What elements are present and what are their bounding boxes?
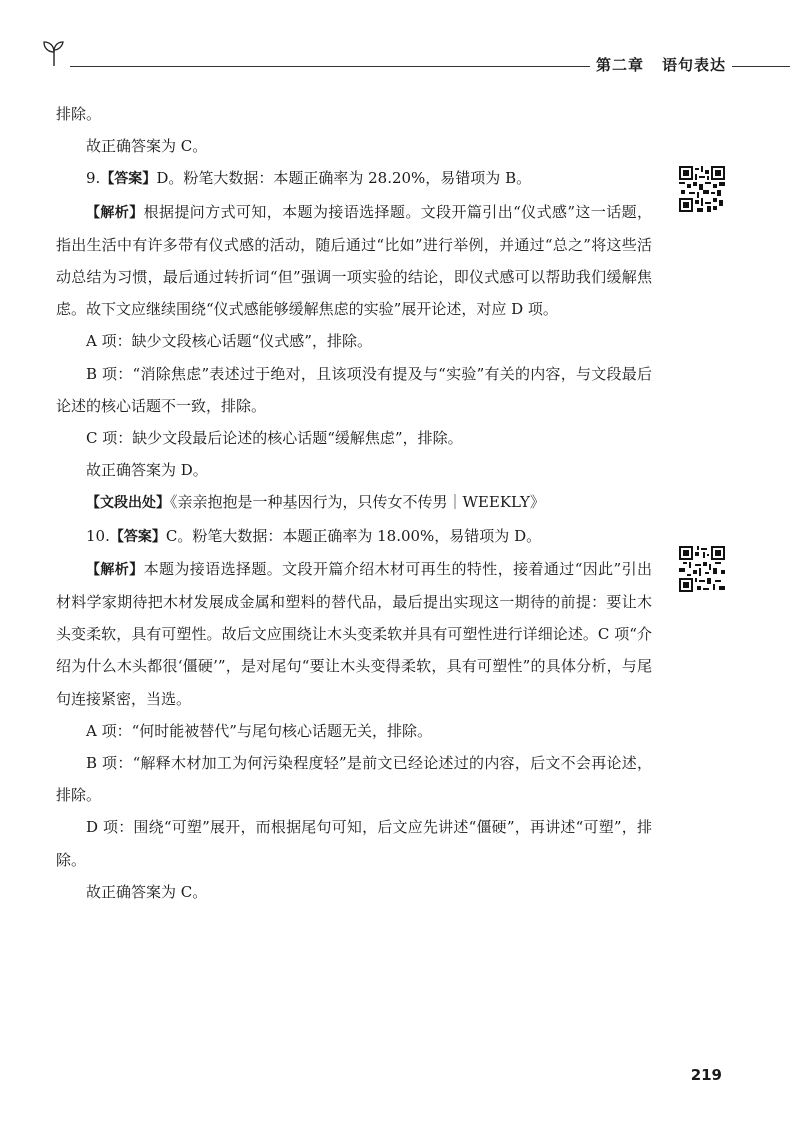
qr-code-icon[interactable] bbox=[679, 546, 725, 592]
chapter-title bbox=[590, 54, 732, 75]
page-number: 219 bbox=[690, 1066, 722, 1084]
analysis-tag: 【解析】 bbox=[86, 561, 144, 578]
paragraph-text: D 项：围绕“可塑”展开，而根据尾句可知，后文应先讲述“僵硬”，再讲述“可塑”，排除。 bbox=[56, 818, 652, 869]
answer-tag: 【答案】 bbox=[109, 528, 166, 545]
paragraph-text: C 项：缺少文段最后论述的核心话题“缓解焦虑”，排除。 bbox=[86, 429, 463, 448]
paragraph-text: 排除。 bbox=[56, 105, 102, 123]
question-number: 9. bbox=[86, 169, 101, 188]
answer-9 bbox=[56, 162, 652, 195]
paragraph-text: D。粉笔大数据：本题正确率为 28.20%，易错项为 B。 bbox=[156, 169, 532, 188]
option-b-note bbox=[56, 747, 652, 811]
option-a-note bbox=[56, 325, 652, 357]
paragraph bbox=[56, 98, 652, 130]
answer-10 bbox=[56, 520, 652, 553]
leaf-icon bbox=[40, 38, 68, 72]
analysis-tag: 【解析】 bbox=[86, 204, 144, 221]
source-tag: 【文段出处】 bbox=[86, 495, 170, 512]
paragraph-text: C。粉笔大数据：本题正确率为 18.00%，易错项为 D。 bbox=[165, 526, 542, 545]
analysis-10 bbox=[56, 553, 652, 715]
paragraph-text: B 项：“消除焦虑”表述过于绝对，且该项没有提及与“实验”有关的内容，与文段最后论述的核心话题不一致，排除。 bbox=[56, 364, 652, 415]
paragraph-text: 故正确答案为 C。 bbox=[86, 882, 208, 901]
option-c-note bbox=[56, 422, 652, 454]
paragraph-text: 故正确答案为 C。 bbox=[86, 137, 208, 156]
paragraph-text: 根据提问方式可知，本题为接语选择题。文段开篇引出“仪式感”这一话题，指出生活中有许多带有仪式感的活动，随后通过“比如”进行举例，并通过“总之”将这些活动总结为习惯，最后通过转折词“但”强调一项实验的结论，即仪式感可以帮助我们缓解焦虑。故下文应继续围绕“仪式感能够缓解焦虑的实验”展开论述，对应 D 项。 bbox=[56, 202, 653, 319]
qr-code-icon[interactable] bbox=[679, 166, 725, 212]
option-d-note bbox=[56, 811, 652, 875]
answer-explanation bbox=[56, 98, 652, 908]
option-b-note bbox=[56, 358, 652, 422]
conclusion-9 bbox=[56, 454, 652, 486]
paragraph bbox=[56, 130, 652, 162]
chapter-label: 第二章 bbox=[595, 56, 644, 74]
source-note bbox=[56, 486, 652, 519]
paragraph-text: 本题为接语选择题。文段开篇介绍木材可再生的特性，接着通过“因此”引出材料学家期待把木材发展成金属和塑料的替代品，最后提出实现这一期待的前提：要让木头变柔软，具有可塑性。故后文应围绕让木头变柔软并具有可塑性进行详细论述。C 项“介绍为什么木头都很‘僵硬’”，是对尾句“要让木头变得柔软，具有可塑性”的具体分析，与尾句连接紧密，当选。 bbox=[56, 559, 653, 708]
paragraph-text: B 项：“解释木材加工为何污染程度轻”是前文已经论述过的内容，后文不会再论述，排除。 bbox=[56, 754, 652, 805]
analysis-9 bbox=[56, 196, 652, 326]
paragraph-text: A 项：“何时能被替代”与尾句核心话题无关，排除。 bbox=[86, 721, 432, 740]
section-label: 语句表达 bbox=[661, 56, 726, 74]
question-number: 10. bbox=[86, 526, 110, 545]
conclusion-10 bbox=[56, 876, 652, 908]
paragraph-text: A 项：缺少文段核心话题“仪式感”，排除。 bbox=[86, 332, 372, 351]
page-header bbox=[40, 36, 790, 76]
paragraph-text: 《亲亲抱抱是一种基因行为，只传女不传男｜WEEKLY》 bbox=[170, 493, 545, 512]
answer-tag: 【答案】 bbox=[100, 171, 157, 188]
option-a-note bbox=[56, 715, 652, 747]
paragraph-text: 故正确答案为 D。 bbox=[86, 461, 208, 480]
